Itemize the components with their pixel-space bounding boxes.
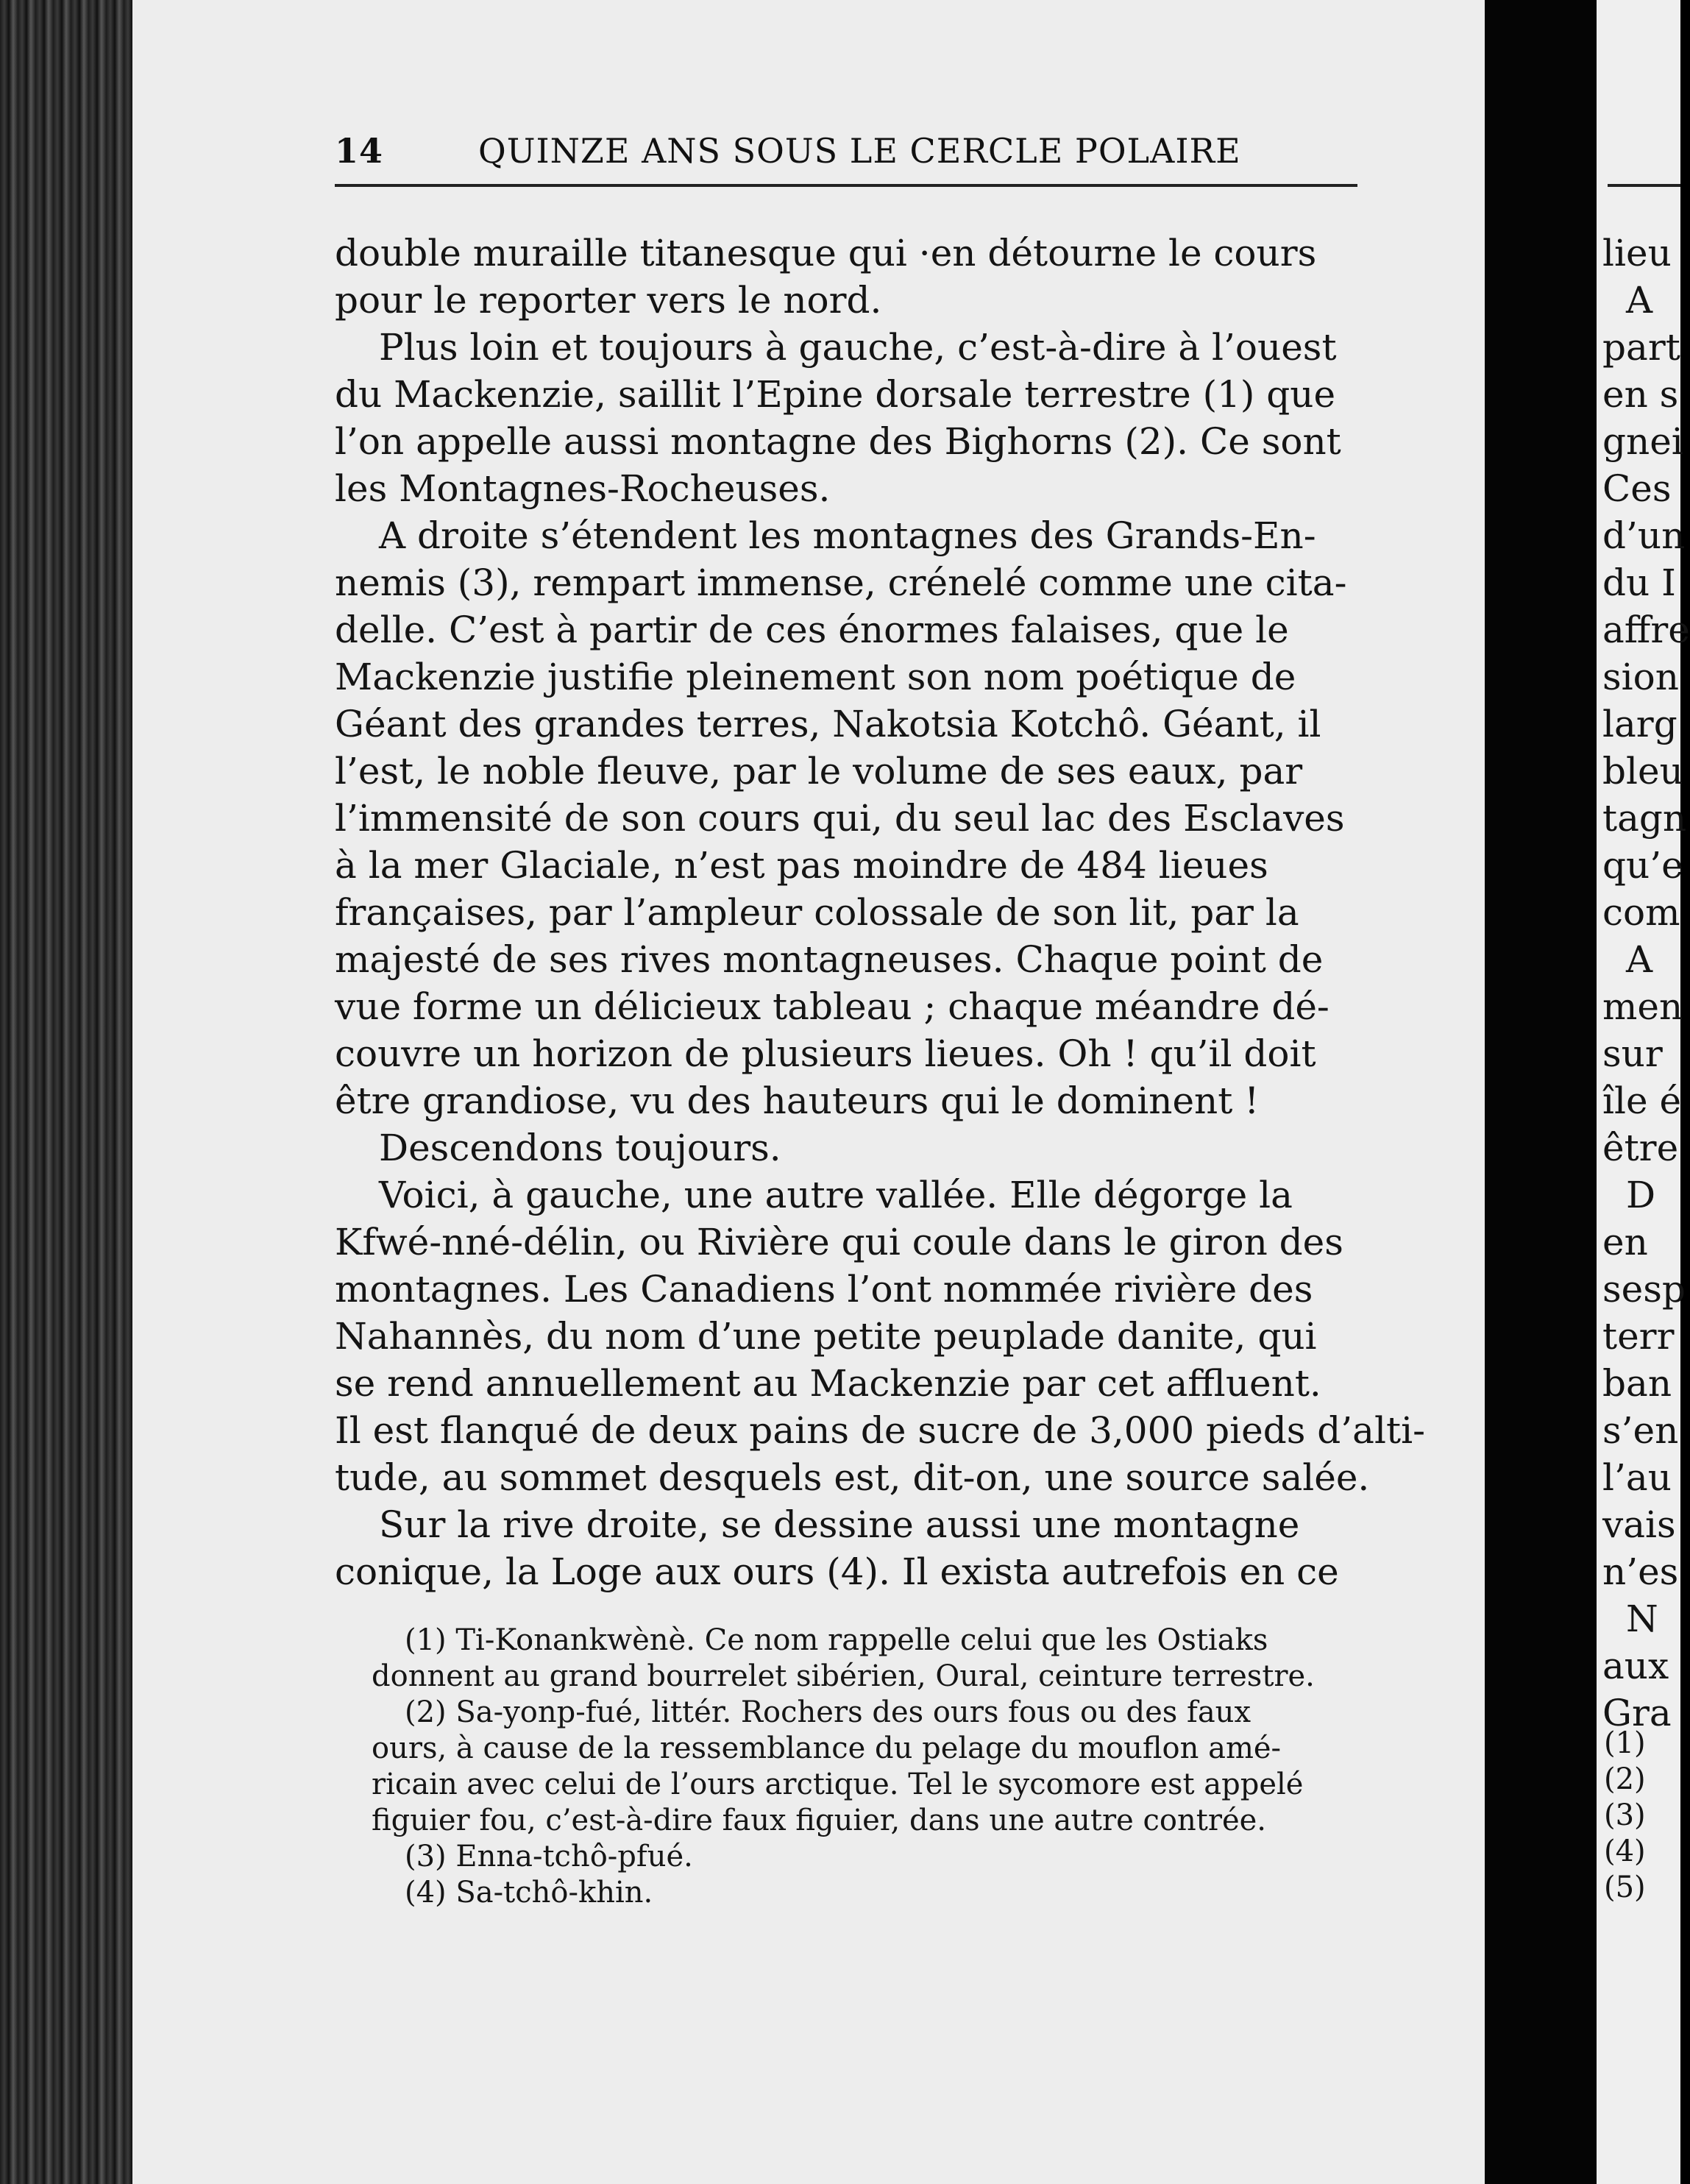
right-page-line: larg bbox=[1602, 703, 1677, 745]
right-page-footnote-marker: (4) bbox=[1604, 1834, 1646, 1868]
right-page-line: aux bbox=[1602, 1645, 1669, 1687]
body-line: Descendons toujours. bbox=[379, 1127, 781, 1169]
page-number: 14 bbox=[335, 131, 384, 171]
right-page-footnote-marker: (5) bbox=[1604, 1871, 1646, 1904]
body-line: double muraille titanesque qui ·en détourne le cours bbox=[335, 232, 1317, 274]
right-page-line: en s bbox=[1602, 373, 1679, 416]
right-page-line: n’es bbox=[1602, 1550, 1679, 1593]
body-line: montagnes. Les Canadiens l’ont nommée rivière des bbox=[335, 1268, 1313, 1311]
right-page-text bbox=[1597, 230, 1690, 1737]
footnote-line: (2) Sa-yonp-fué, littér. Rochers des ours fous ou des faux bbox=[405, 1695, 1251, 1729]
footnote-line: (1) Ti-Konankwènè. Ce nom rappelle celui que les Ostiaks bbox=[405, 1623, 1268, 1657]
body-text bbox=[335, 230, 1425, 1595]
body-line: françaises, par l’ampleur colossale de son lit, par la bbox=[335, 891, 1299, 934]
body-line: Mackenzie justifie pleinement son nom poétique de bbox=[335, 656, 1296, 698]
right-page-line: île é bbox=[1602, 1079, 1682, 1122]
body-line: A droite s’étendent les montagnes des Grands-En- bbox=[379, 514, 1316, 557]
footnote-line: donnent au grand bourrelet sibérien, Oural, ceinture terrestre. bbox=[372, 1659, 1315, 1693]
right-page-line: D bbox=[1626, 1174, 1656, 1216]
body-line: être grandiose, vu des hauteurs qui le dominent ! bbox=[335, 1079, 1260, 1122]
body-line: delle. C’est à partir de ces énormes falaises, que le bbox=[335, 609, 1289, 651]
right-page-line: du I bbox=[1602, 561, 1676, 604]
right-page-line: l’au bbox=[1602, 1456, 1672, 1499]
right-page-line: être bbox=[1602, 1127, 1679, 1169]
body-line: couvre un horizon de plusieurs lieues. Oh ! qu’il doit bbox=[335, 1032, 1316, 1075]
right-page-line: men bbox=[1602, 985, 1683, 1028]
right-page-line: Gra bbox=[1602, 1692, 1672, 1734]
right-page-line: part bbox=[1602, 326, 1680, 369]
body-line: majesté de ses rives montagneuses. Chaque point de bbox=[335, 938, 1324, 981]
book-gutter bbox=[1485, 0, 1597, 2184]
body-line: l’est, le noble fleuve, par le volume de ses eaux, par bbox=[335, 750, 1303, 793]
right-page-line: s’en bbox=[1602, 1409, 1679, 1452]
body-line: se rend annuellement au Mackenzie par cet affluent. bbox=[335, 1362, 1321, 1405]
footnote-line: figuier fou, c’est-à-dire faux figuier, dans une autre contrée. bbox=[372, 1804, 1267, 1837]
body-line: vue forme un délicieux tableau ; chaque méandre dé- bbox=[335, 985, 1329, 1028]
right-page-footnote-marker: (2) bbox=[1604, 1762, 1646, 1796]
body-line: Géant des grandes terres, Nakotsia Kotchô. Géant, il bbox=[335, 703, 1321, 745]
body-line: Kfwé-nné-délin, ou Rivière qui coule dans le giron des bbox=[335, 1221, 1343, 1263]
body-line: du Mackenzie, saillit l’Epine dorsale terrestre (1) que bbox=[335, 373, 1336, 416]
right-page-line: tagn bbox=[1602, 797, 1687, 840]
running-title: QUINZE ANS SOUS LE CERCLE POLAIRE bbox=[478, 131, 1241, 171]
footnotes bbox=[372, 1623, 1402, 1911]
right-page-line: affre bbox=[1602, 609, 1690, 651]
right-page-footnote-marker: (1) bbox=[1604, 1726, 1646, 1760]
right-page-line: sur bbox=[1602, 1032, 1663, 1075]
body-line: Voici, à gauche, une autre vallée. Elle dégorge la bbox=[379, 1174, 1293, 1216]
right-page-line: A bbox=[1626, 279, 1653, 322]
body-line: l’on appelle aussi montagne des Bighorns (2). Ce sont bbox=[335, 420, 1341, 463]
right-page-line: qu’e bbox=[1602, 844, 1683, 887]
right-page-line: d’un bbox=[1602, 514, 1686, 557]
right-page-line: sesp bbox=[1602, 1268, 1686, 1311]
footnote-line: ricain avec celui de l’ours arctique. Tel le sycomore est appelé bbox=[372, 1768, 1304, 1801]
body-line: Sur la rive droite, se dessine aussi une montagne bbox=[379, 1503, 1300, 1546]
body-line: tude, au sommet desquels est, dit-on, une source salée. bbox=[335, 1456, 1370, 1499]
right-page-line: N bbox=[1626, 1598, 1658, 1640]
footnote-line: (3) Enna-tchô-pfué. bbox=[405, 1840, 693, 1873]
right-page-line: vais bbox=[1602, 1503, 1676, 1546]
body-line: à la mer Glaciale, n’est pas moindre de 484 lieues bbox=[335, 844, 1268, 887]
right-page-line: A bbox=[1626, 938, 1653, 981]
body-line: conique, la Loge aux ours (4). Il exista autrefois en ce bbox=[335, 1550, 1339, 1593]
right-page-line: terr bbox=[1602, 1315, 1675, 1358]
body-line: l’immensité de son cours qui, du seul lac des Esclaves bbox=[335, 797, 1345, 840]
right-page-line: sion bbox=[1602, 656, 1679, 698]
right-page-line: ban bbox=[1602, 1362, 1672, 1405]
right-page-header-rule bbox=[1608, 184, 1680, 187]
body-line: les Montagnes-Rocheuses. bbox=[335, 467, 831, 510]
right-page-line: Ces bbox=[1602, 467, 1672, 510]
footnote-line: ours, à cause de la ressemblance du pelage du mouflon amé- bbox=[372, 1731, 1282, 1765]
right-page-footnote-marker: (3) bbox=[1604, 1798, 1646, 1832]
right-page-line: com bbox=[1602, 891, 1680, 934]
header-rule bbox=[335, 184, 1357, 187]
body-line: Plus loin et toujours à gauche, c’est-à-dire à l’ouest bbox=[379, 326, 1337, 369]
right-page-line: en bbox=[1602, 1221, 1648, 1263]
right-page-line: bleu bbox=[1602, 750, 1683, 793]
footnote-line: (4) Sa-tchô-khin. bbox=[405, 1876, 653, 1910]
right-page-line: lieu bbox=[1602, 232, 1672, 274]
right-page-footnotes bbox=[1597, 1726, 1680, 1906]
body-line: Il est flanqué de deux pains de sucre de 3,000 pieds d’alti- bbox=[335, 1409, 1425, 1452]
running-head bbox=[335, 131, 1357, 182]
body-line: nemis (3), rempart immense, crénelé comme une cita- bbox=[335, 561, 1347, 604]
body-line: pour le reporter vers le nord. bbox=[335, 279, 882, 322]
book-page-edges bbox=[0, 0, 132, 2184]
right-page-line: gnei bbox=[1602, 420, 1683, 463]
body-line: Nahannès, du nom d’une petite peuplade danite, qui bbox=[335, 1315, 1317, 1358]
